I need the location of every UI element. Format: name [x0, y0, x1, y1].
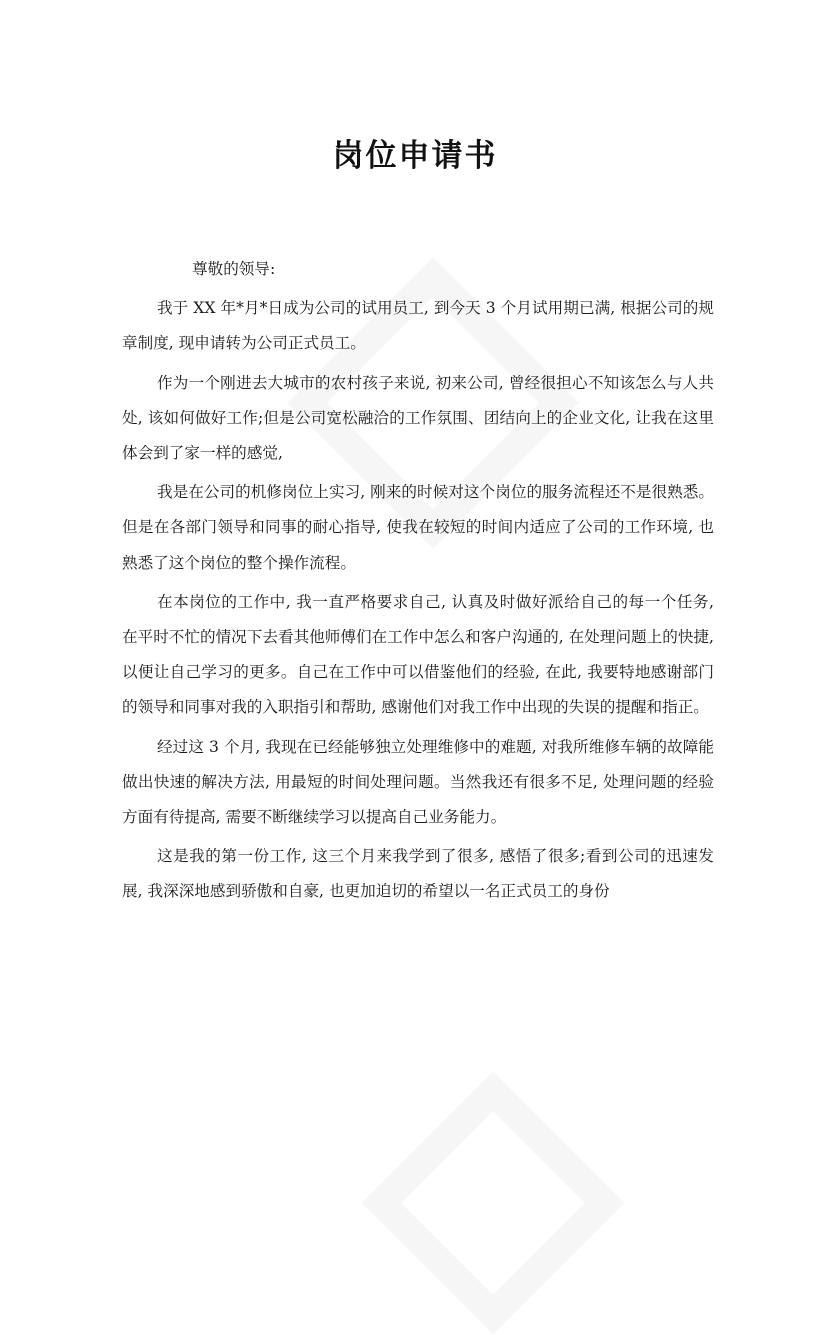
- paragraph: 我于 XX 年*月*日成为公司的试用员工, 到今天 3 个月试用期已满, 根据公司的规章制度, 现申请转为公司正式员工。: [122, 299, 714, 353]
- paragraph: 经过这 3 个月, 我现在已经能够独立处理维修中的难题, 对我所维修车辆的故障能做出快速的解决方法, 用最短的时间处理问题。当然我还有很多不足, 处理问题的经验方面有待提高, 需要不断继续学习以提高自己业务能力。: [122, 737, 714, 827]
- document-title: 岗位申请书: [332, 138, 498, 174]
- paragraph: 作为一个刚进去大城市的农村孩子来说, 初来公司, 曾经很担心不知该怎么与人共处, 该如何做好工作;但是公司宽松融洽的工作氛围、团结向上的企业文化, 让我在这里体会到了家一样的感觉,: [122, 373, 714, 463]
- salutation: 尊敬的领导:: [192, 260, 276, 278]
- paragraph: 我是在公司的机修岗位上实习, 刚来的时候对这个岗位的服务流程还不是很熟悉。但是在各部门领导和同事的耐心指导, 使我在较短的时间内适应了公司的工作环境, 也熟悉了这个岗位的整个操作流程。: [122, 483, 714, 572]
- watermark-logo: [361, 1071, 624, 1334]
- document-body: [122, 252, 714, 914]
- paragraph: 在本岗位的工作中, 我一直严格要求自己, 认真及时做好派给自己的每一个任务, 在平时不忙的情况下去看其他师傅们在工作中怎么和客户沟通的, 在处理问题上的快捷, 以便让自己学习的更多。自己在工作中可以借鉴他们的经验, 在此, 我要特地感谢部门的领导和同事对我的入职指引和帮助, 感谢他们对我工作中出现的失误的提醒和指正。: [122, 592, 714, 717]
- paragraph: 这是我的第一份工作, 这三个月来我学到了很多, 感悟了很多;看到公司的迅速发展, 我深深地感到骄傲和自豪, 也更加迫切的希望以一名正式员工的身份: [122, 847, 714, 901]
